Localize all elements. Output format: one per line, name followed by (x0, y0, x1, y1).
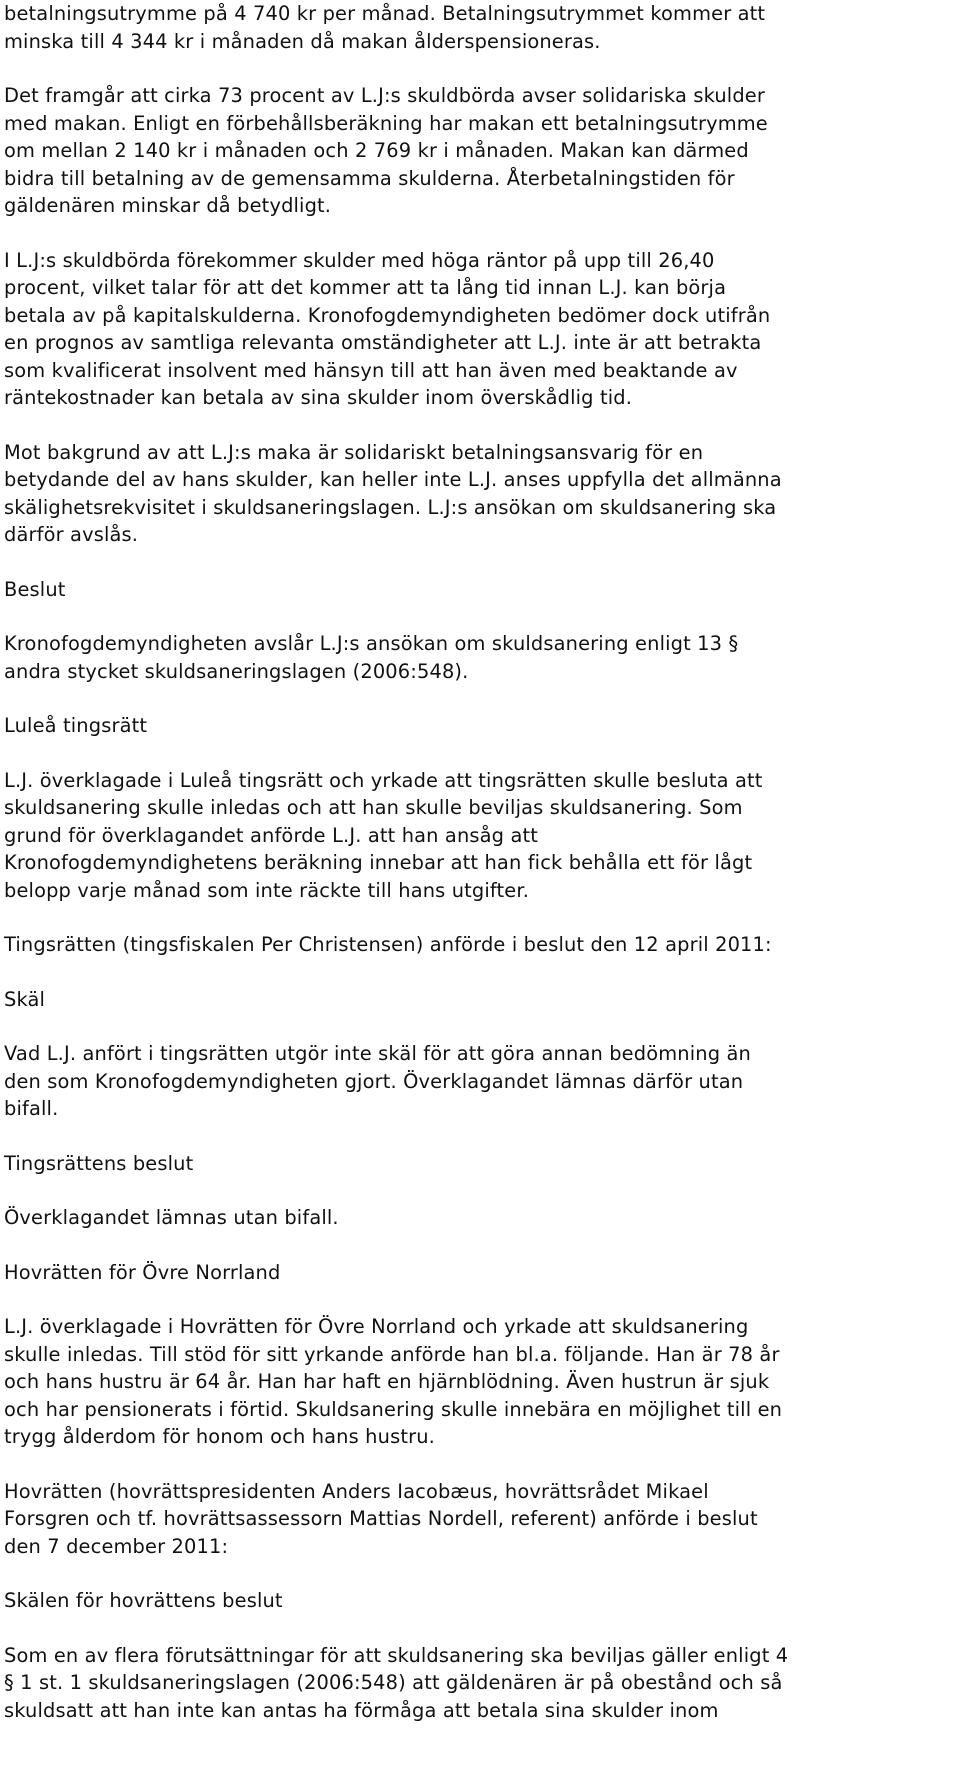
text-line: § 1 st. 1 skuldsaneringslagen (2006:548) att gäldenären är på obestånd och så (4, 1671, 783, 1694)
text-line: bifall. (4, 1097, 59, 1120)
text-line: L.J. överklagade i Luleå tingsrätt och yrkade att tingsrätten skulle besluta att (4, 768, 763, 792)
text-line: grund för överklagandet anförde L.J. att han ansåg att (4, 823, 538, 847)
text-line: Det framgår att cirka 73 procent av L.J:s skuldbörda avser solidariska skulder (4, 84, 765, 107)
text-line: Överklagandet lämnas utan bifall. (4, 1206, 339, 1229)
paragraph-appeal-court-of-appeal (4, 1313, 960, 1451)
text-line: skuldsatt att han inte kan antas ha förmåga att betala sina skulder inom (4, 1698, 719, 1722)
text-line: Tingsrätten (tingsfiskalen Per Christensen) anförde i beslut den 12 april 2011: (4, 933, 772, 956)
heading-beslut: Beslut (4, 577, 66, 601)
text-line: Mot bakgrund av att L.J:s maka är solidariskt betalningsansvarig för en (4, 440, 704, 464)
heading-tingsrattens-beslut: Tingsrättens beslut (4, 1151, 194, 1175)
text-line: andra stycket skuldsaneringslagen (2006:548). (4, 659, 469, 683)
text-line: den som Kronofogdemyndigheten gjort. Överklagandet lämnas därför utan (4, 1069, 744, 1093)
text-line: den 7 december 2011: (4, 1534, 229, 1558)
paragraph-court-of-appeal-intro (4, 1478, 960, 1561)
text-line: skälighetsrekvisitet i skuldsaneringslagen. L.J:s ansökan om skuldsanering ska (4, 495, 777, 519)
text-line: Kronofogdemyndighetens beräkning innebar att han fick behålla ett för lågt (4, 851, 753, 874)
heading-lulea-tingsratt: Luleå tingsrätt (4, 714, 148, 737)
text-line: och har pensionerats i förtid. Skuldsanering skulle innebära en möjlighet till en (4, 1397, 783, 1421)
text-line: L.J. överklagade i Hovrätten för Övre Norrland och yrkade att skuldsanering (4, 1315, 749, 1338)
text-line: belopp varje månad som inte räckte till hans utgifter. (4, 878, 530, 902)
heading-skalen-for-hovrattens-beslut: Skälen för hovrättens beslut (4, 1589, 283, 1612)
text-line: I L.J:s skuldbörda förekommer skulder med höga räntor på upp till 26,40 (4, 248, 715, 272)
text-line: därför avslås. (4, 523, 139, 546)
text-line: betydande del av hans skulder, kan heller inte L.J. anses uppfylla det allmänna (4, 468, 782, 491)
text-line: Som en av flera förutsättningar för att skuldsanering ska beviljas gäller enligt 4 (4, 1643, 789, 1667)
text-line: räntekostnader kan betala av sina skulder inom överskådlig tid. (4, 386, 633, 409)
text-line: bidra till betalning av de gemensamma skulderna. Återbetalningstiden för (4, 166, 735, 190)
paragraph-conclusion (4, 439, 960, 549)
text-line: och hans hustru är 64 år. Han har haft en hjärnblödning. Även hustrun är sjuk (4, 1370, 770, 1393)
text-line: minska till 4 344 kr i månaden då makan ålderspensioneras. (4, 29, 601, 53)
text-line: Hovrätten (hovrättspresidenten Anders Iacobæus, hovrättsrådet Mikael (4, 1479, 709, 1503)
text-line: skulle inledas. Till stöd för sitt yrkande anförde han bl.a. följande. Han är 78 år (4, 1342, 780, 1366)
text-line: om mellan 2 140 kr i månaden och 2 769 kr i månaden. Makan kan därmed (4, 139, 749, 162)
text-line: en prognos av samtliga relevanta omständigheter att L.J. inte är att betrakta (4, 331, 762, 354)
paragraph-court-of-appeal-reasons (4, 1642, 960, 1725)
text-line: Vad L.J. anfört i tingsrätten utgör inte skäl för att göra annan bedömning än (4, 1042, 751, 1065)
text-line: trygg ålderdom för honom och hans hustru. (4, 1425, 435, 1448)
text-line: med makan. Enligt en förbehållsberäkning har makan ett betalningsutrymme (4, 111, 768, 135)
text-line: Kronofogdemyndigheten avslår L.J:s ansökan om skuldsanering enligt 13 § (4, 632, 739, 655)
text-line: procent, vilket talar för att det kommer att ta lång tid innan L.J. kan börja (4, 276, 727, 299)
heading-hovratten: Hovrätten för Övre Norrland (4, 1260, 281, 1284)
text-line: skuldsanering skulle inledas och att han skulle beviljas skuldsanering. Som (4, 796, 743, 819)
text-line: gäldenären minskar då betydligt. (4, 194, 332, 217)
text-line: som kvalificerat insolvent med hänsyn till att han även med beaktande av (4, 358, 738, 382)
paragraph-appeal-district-court (4, 767, 960, 905)
text-line: betalningsutrymme på 4 740 kr per månad. Betalningsutrymmet kommer att (4, 2, 766, 25)
text-line: betala av på kapitalskulderna. Kronofogdemyndigheten bedömer dock utifrån (4, 303, 771, 327)
paragraph-district-court-reasons (4, 1040, 960, 1123)
heading-skal: Skäl (4, 987, 46, 1011)
paragraph-district-court-intro (4, 931, 960, 959)
paragraph-payment-capacity (4, 0, 960, 55)
paragraph-interest-rates (4, 247, 960, 412)
paragraph-decision (4, 630, 960, 685)
paragraph-district-court-decision (4, 1204, 960, 1232)
text-line: Forsgren och tf. hovrättsassessorn Mattias Nordell, referent) anförde i beslut (4, 1507, 758, 1530)
paragraph-joint-debts (4, 82, 960, 220)
